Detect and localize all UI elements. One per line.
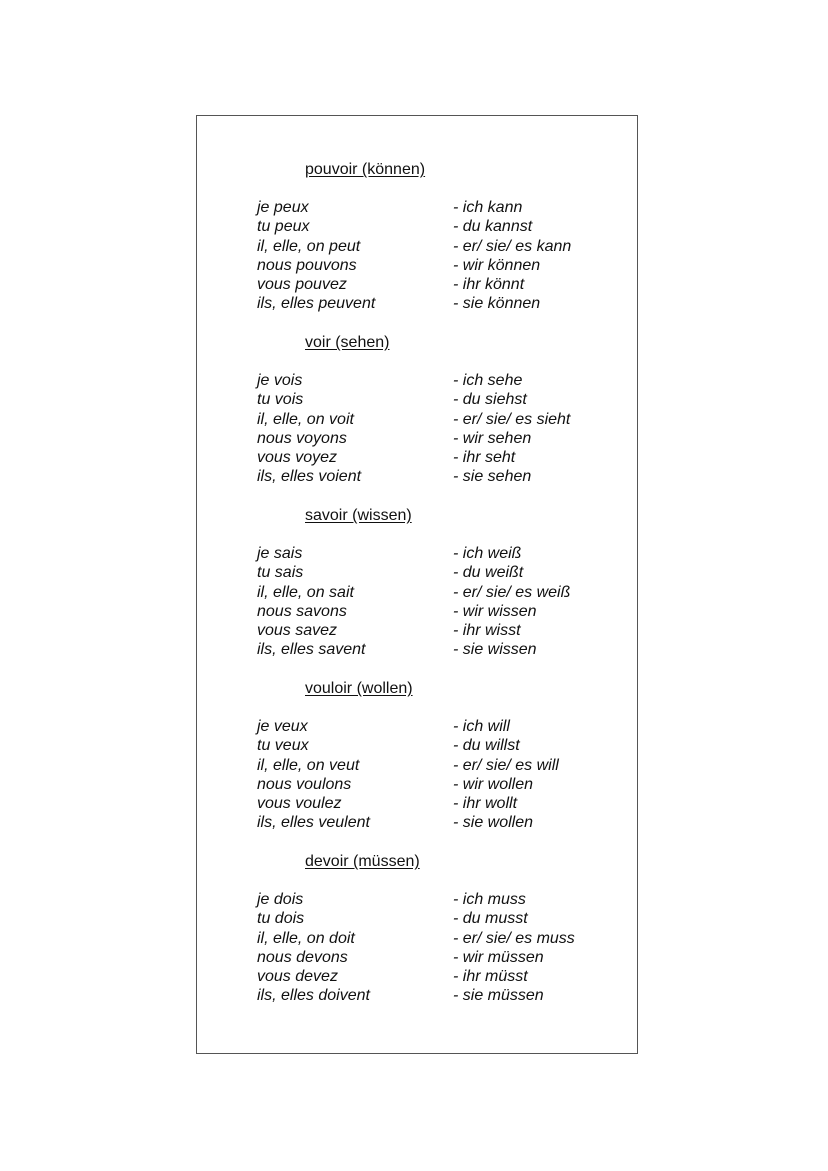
conjugation-row bbox=[197, 640, 637, 659]
french-form: il, elle, on peut bbox=[257, 237, 361, 255]
french-form: tu dois bbox=[257, 910, 305, 928]
conjugation-table bbox=[197, 371, 637, 487]
french-form: je dois bbox=[257, 891, 304, 908]
conjugation-row bbox=[197, 890, 637, 909]
german-form: - ich weiß bbox=[453, 545, 522, 562]
french-form: tu vois bbox=[257, 391, 304, 409]
conjugation-row bbox=[197, 467, 637, 486]
german-form: - ihr seht bbox=[453, 449, 516, 467]
french-form: vous voyez bbox=[257, 449, 338, 467]
german-form: - er/ sie/ es kann bbox=[453, 237, 572, 255]
conjugation-row bbox=[197, 294, 637, 313]
french-form: nous pouvons bbox=[257, 256, 357, 274]
french-form: ils, elles veulent bbox=[257, 814, 370, 832]
verb-title: pouvoir (können) bbox=[305, 161, 426, 178]
french-form: je peux bbox=[257, 199, 309, 216]
conjugation-row bbox=[197, 756, 637, 775]
french-form: nous savons bbox=[257, 602, 347, 620]
german-form: - er/ sie/ es will bbox=[453, 756, 559, 774]
german-form: - wir wollen bbox=[453, 775, 534, 793]
german-form: - ich sehe bbox=[453, 372, 523, 389]
conjugation-row bbox=[197, 371, 637, 390]
french-form: ils, elles savent bbox=[257, 641, 366, 659]
french-form: il, elle, on voit bbox=[257, 410, 354, 428]
conjugation-row bbox=[197, 583, 637, 602]
french-form: ils, elles peuvent bbox=[257, 295, 376, 313]
german-form: - sie sehen bbox=[453, 468, 532, 486]
german-form: - sie wollen bbox=[453, 814, 534, 832]
conjugation-row bbox=[197, 813, 637, 832]
conjugation-row bbox=[197, 448, 637, 467]
french-form: vous pouvez bbox=[257, 276, 347, 294]
verb-title: devoir (müssen) bbox=[305, 853, 420, 870]
german-form: - ihr wollt bbox=[453, 795, 518, 813]
german-form: - du kannst bbox=[453, 218, 533, 236]
german-form: - er/ sie/ es weiß bbox=[453, 583, 571, 601]
german-form: - du weißt bbox=[453, 564, 524, 582]
german-form: - sie können bbox=[453, 295, 541, 313]
conjugation-row bbox=[197, 256, 637, 275]
conjugation-row bbox=[197, 198, 637, 217]
conjugation-table bbox=[197, 198, 637, 314]
conjugation-row bbox=[197, 775, 637, 794]
german-form: - ich will bbox=[453, 718, 510, 735]
german-form: - wir sehen bbox=[453, 429, 532, 447]
conjugation-row bbox=[197, 986, 637, 1005]
german-form: - du willst bbox=[453, 737, 520, 755]
german-form: - ich kann bbox=[453, 199, 523, 216]
conjugation-row bbox=[197, 602, 637, 621]
french-form: je vois bbox=[257, 372, 303, 389]
conjugation-row bbox=[197, 909, 637, 928]
french-form: nous voulons bbox=[257, 775, 352, 793]
french-form: vous savez bbox=[257, 622, 338, 640]
french-form: vous voulez bbox=[257, 795, 342, 813]
conjugation-row bbox=[197, 217, 637, 236]
conjugation-table bbox=[197, 717, 637, 833]
german-form: - sie müssen bbox=[453, 987, 544, 1005]
conjugation-row bbox=[197, 275, 637, 294]
german-form: - wir können bbox=[453, 256, 541, 274]
french-form: il, elle, on veut bbox=[257, 756, 360, 774]
conjugation-table bbox=[197, 544, 637, 660]
conjugation-row bbox=[197, 429, 637, 448]
conjugation-row bbox=[197, 794, 637, 813]
conjugation-row bbox=[197, 948, 637, 967]
conjugation-row bbox=[197, 967, 637, 986]
german-form: - ich muss bbox=[453, 891, 526, 908]
conjugation-card bbox=[196, 115, 638, 1054]
french-form: ils, elles doivent bbox=[257, 987, 370, 1005]
conjugation-row bbox=[197, 621, 637, 640]
conjugation-row bbox=[197, 717, 637, 736]
conjugation-row bbox=[197, 390, 637, 409]
french-form: il, elle, on sait bbox=[257, 583, 354, 601]
conjugation-table bbox=[197, 890, 637, 1006]
conjugation-row bbox=[197, 410, 637, 429]
conjugation-row bbox=[197, 563, 637, 582]
german-form: - du siehst bbox=[453, 391, 527, 409]
verb-title: voir (sehen) bbox=[305, 334, 390, 351]
verb-title: vouloir (wollen) bbox=[305, 680, 413, 697]
german-form: - wir wissen bbox=[453, 602, 537, 620]
french-form: nous voyons bbox=[257, 429, 347, 447]
german-form: - ihr müsst bbox=[453, 968, 528, 986]
conjugation-row bbox=[197, 929, 637, 948]
german-form: - ihr könnt bbox=[453, 276, 525, 294]
german-form: - du musst bbox=[453, 910, 528, 928]
french-form: tu sais bbox=[257, 564, 304, 582]
verb-title: savoir (wissen) bbox=[305, 507, 412, 524]
french-form: je veux bbox=[257, 718, 308, 735]
french-form: il, elle, on doit bbox=[257, 929, 355, 947]
french-form: vous devez bbox=[257, 968, 338, 986]
german-form: - er/ sie/ es sieht bbox=[453, 410, 571, 428]
german-form: - wir müssen bbox=[453, 948, 544, 966]
french-form: ils, elles voient bbox=[257, 468, 362, 486]
french-form: je sais bbox=[257, 545, 303, 562]
conjugation-row bbox=[197, 544, 637, 563]
french-form: tu veux bbox=[257, 737, 309, 755]
conjugation-row bbox=[197, 237, 637, 256]
conjugation-row bbox=[197, 736, 637, 755]
german-form: - ihr wisst bbox=[453, 622, 521, 640]
french-form: nous devons bbox=[257, 948, 348, 966]
german-form: - er/ sie/ es muss bbox=[453, 929, 575, 947]
french-form: tu peux bbox=[257, 218, 310, 236]
german-form: - sie wissen bbox=[453, 641, 537, 659]
